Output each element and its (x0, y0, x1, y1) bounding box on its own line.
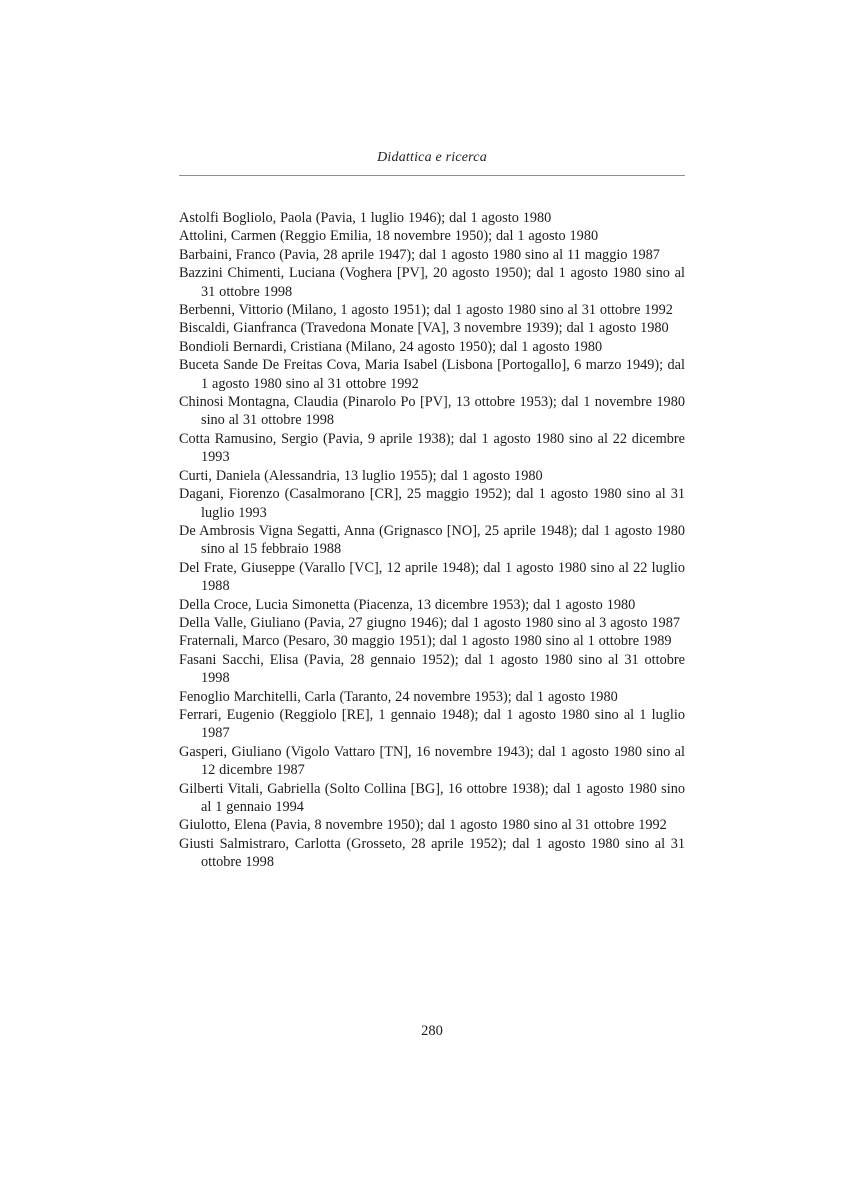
entry: Del Frate, Giuseppe (Varallo [VC], 12 aprile 1948); dal 1 agosto 1980 sino al 22 luglio 1988 (179, 559, 685, 595)
entry: Giulotto, Elena (Pavia, 8 novembre 1950); dal 1 agosto 1980 sino al 31 ottobre 1992 (179, 817, 667, 834)
running-header-title: Didattica e ricerca (377, 150, 487, 165)
entry: Dagani, Fiorenzo (Casalmorano [CR], 25 maggio 1952); dal 1 agosto 1980 sino al 31 luglio 1993 (179, 486, 685, 521)
page-number: 280 (421, 1023, 443, 1039)
entry: Ferrari, Eugenio (Reggiolo [RE], 1 gennaio 1948); dal 1 agosto 1980 sino al 1 luglio 1987 (179, 706, 685, 742)
entry: Fraternali, Marco (Pesaro, 30 maggio 1951); dal 1 agosto 1980 sino al 1 ottobre 1989 (179, 633, 672, 650)
entry: Fasani Sacchi, Elisa (Pavia, 28 gennaio 1952); dal 1 agosto 1980 sino al 31 ottobre 1998 (179, 651, 685, 687)
entry: Chinosi Montagna, Claudia (Pinarolo Po [PV], 13 ottobre 1953); dal 1 novembre 1980 sino al 31 ottobre 1998 (179, 394, 685, 429)
entry: Curti, Daniela (Alessandria, 13 luglio 1955); dal 1 agosto 1980 (179, 467, 543, 484)
entry: De Ambrosis Vigna Segatti, Anna (Grignasco [NO], 25 aprile 1948); dal 1 agosto 1980 sino al 15 febbraio 1988 (179, 522, 685, 558)
header-rule (179, 175, 685, 176)
entry-list (179, 209, 685, 872)
entry: Gilberti Vitali, Gabriella (Solto Collina [BG], 16 ottobre 1938); dal 1 agosto 1980 sino al 1 gennaio 1994 (179, 780, 685, 815)
entry: Della Croce, Lucia Simonetta (Piacenza, 13 dicembre 1953); dal 1 agosto 1980 (179, 596, 636, 613)
entry: Cotta Ramusino, Sergio (Pavia, 9 aprile 1938); dal 1 agosto 1980 sino al 22 dicembre 1993 (179, 430, 685, 466)
entry: Bazzini Chimenti, Luciana (Voghera [PV], 20 agosto 1950); dal 1 agosto 1980 sino al 31 ottobre 1998 (179, 265, 685, 300)
entry: Barbaini, Franco (Pavia, 28 aprile 1947); dal 1 agosto 1980 sino al 11 maggio 1987 (179, 246, 660, 263)
entry: Buceta Sande De Freitas Cova, Maria Isabel (Lisbona [Portogallo], 6 marzo 1949); dal 1 agosto 1980 sino al 31 ottobre 1992 (179, 357, 685, 392)
entry: Biscaldi, Gianfranca (Travedona Monate [VA], 3 novembre 1939); dal 1 agosto 1980 (179, 320, 669, 337)
entry: Fenoglio Marchitelli, Carla (Taranto, 24 novembre 1953); dal 1 agosto 1980 (179, 688, 618, 705)
entry: Bondioli Bernardi, Cristiana (Milano, 24 agosto 1950); dal 1 agosto 1980 (179, 338, 603, 355)
entry: Della Valle, Giuliano (Pavia, 27 giugno 1946); dal 1 agosto 1980 sino al 3 agosto 1987 (179, 614, 680, 631)
entry: Astolfi Bogliolo, Paola (Pavia, 1 luglio 1946); dal 1 agosto 1980 (179, 210, 552, 226)
entry: Berbenni, Vittorio (Milano, 1 agosto 1951); dal 1 agosto 1980 sino al 31 ottobre 1992 (179, 302, 673, 319)
entry: Gasperi, Giuliano (Vigolo Vattaro [TN], 16 novembre 1943); dal 1 agosto 1980 sino al 12 dicembre 1987 (179, 743, 685, 779)
entry: Attolini, Carmen (Reggio Emilia, 18 novembre 1950); dal 1 agosto 1980 (179, 228, 599, 245)
entry: Giusti Salmistraro, Carlotta (Grosseto, 28 aprile 1952); dal 1 agosto 1980 sino al 31 ottobre 1998 (179, 835, 685, 871)
text-block (179, 150, 685, 872)
